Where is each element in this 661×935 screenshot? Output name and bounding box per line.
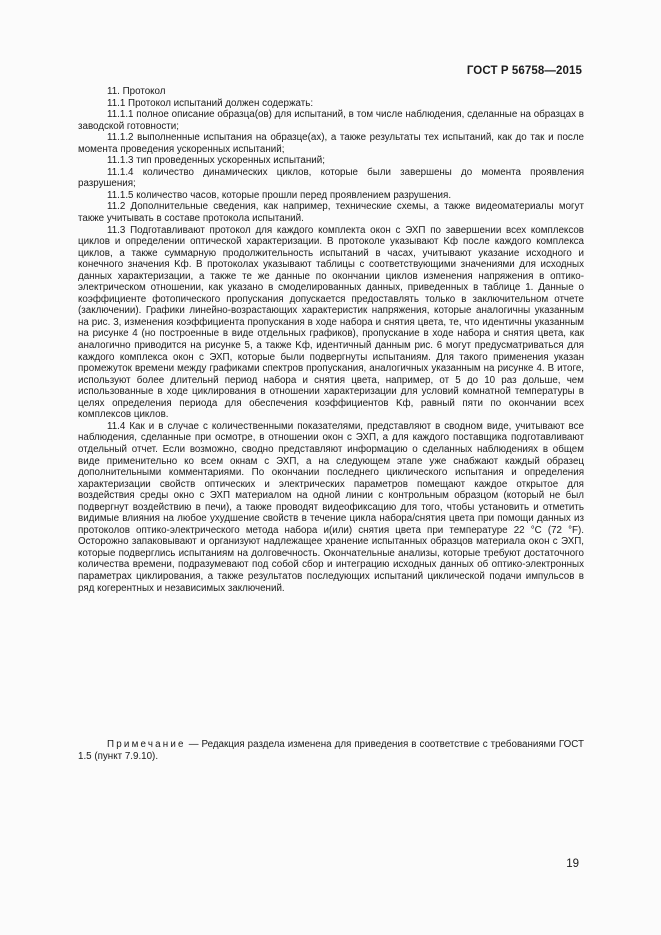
- paragraph-11-1: 11.1 Протокол испытаний должен содержать:: [107, 97, 314, 109]
- section-heading: 11. Протокол: [107, 86, 166, 97]
- note-text: — Редакция раздела изменена для приведения в соответствие с требованиями ГОСТ 1.5 (пункт 7.9.10).: [78, 739, 584, 762]
- document-body: [78, 86, 584, 594]
- paragraph-11-1-2: 11.1.2 выполненные испытания на образце(ах), а также результаты тех испытаний, как до так и после момента проведения ускоренных испытаний;: [78, 132, 584, 155]
- note-lead: Примечание: [107, 739, 186, 750]
- paragraph-11-1-3: 11.1.3 тип проведенных ускоренных испытаний;: [107, 155, 325, 167]
- editorial-note: [78, 739, 584, 762]
- paragraph-11-3: 11.3 Подготавливают протокол для каждого комплекта окон с ЭХП по завершении всех комплексов циклов и определении оптической характеризации. В протоколе указывают Kф после каждого комплекса циклов, а также суммарную продолжительность испытаний в часах, учитывают указание исходного и конечного значения Kф. В протоколах указывают таблицы с соответствующими значениями для исходных данных характеризации, а также те же данные по окончании циклов изменения напряжения в оптико-электрическом отношении, как указано в смоделированных данных, приведенных в таблице 1. Данные о коэффициенте фотопического пропускания допускается предоставлять только в заключительном отчете (заключении). Графики линейно-возрастающих характеристик напряжения, которые аналогичны указанным на рис. 3, изменения коэффициента пропускания в ходе набора и снятия цвета, те, что идентичны указанным на рисунке 4 (но построенные в виде отдельных графиков), пропускание в ходе набора и снятия цвета, как аналогично приводится на рисунке 5, а также Kф, идентичный данным рис. 6 могут предусматриваться для каждого комплекса окон с ЭХП, которые были подвергнуты испытаниям. Для такого применения указан промежуток времени между графиками спектров пропускания, аналогичных указанным на рисунке 4. В итоге, используют более длительнй период набора и снятия цвета, например, от 5 до 10 раз дольше, чем использованные в ходе циклирования в отношении характеризации для условий комнатной температуры в целях определения периода для обеспечения коэффициентов Kф, равный пяти по окончании всех комплексов циклов.: [78, 224, 584, 421]
- page-number: 19: [566, 858, 579, 870]
- paragraph-11-1-5: 11.1.5 количество часов, которые прошли перед проявлением разрушения.: [107, 189, 452, 201]
- paragraph-11-2: 11.2 Дополнительные сведения, как например, технические схемы, а также видеоматериалы могут также учитывать в составе протокола испытаний.: [78, 201, 584, 225]
- paragraph-11-1-4: 11.1.4 количество динамических циклов, которые были завершены до момента проявления разрушения;: [78, 166, 584, 190]
- paragraph-11-4: 11.4 Как и в случае с количественными показателями, представляют в сводном виде, учитывают все наблюдения, сделанные при осмотре, в отношении окон с ЭХП, а для каждого поставщика подготавливают отдельный отчет. Если возможно, сводно представляют информацию о сделанных наблюдениях в общем виде применительно ко всем окнам с ЭХП, а на следующем этапе уже снабжают каждый образец дополнительными комментариями. По окончании последнего циклического испытания и определения характеризации свойств оптических и электрических параметров помещают каждое открытое для воздействия среды окно с ЭХП материалом на одной линии с контрольным образцом (который не был подвергнут воздействию в печи), а также проводят видеофиксацию для того, чтобы установить и отметить видимые влияния на любое ухудшение свойств в течение цикла набора/снятия цвета при помощи данных из протоколов оптико-электрического метода набора и(или) снятия цвета при температуре 22 °С (72 °F). Осторожно запаковывают и организуют надлежащее хранение испытанных образцов материала окон с ЭХП, которые подверглись испытаниям на долговечность. Окончательные анализы, которые требуют достаточного количества времени, подразумевают под собой сбор и интеграцию исходных данных об оптико-электронных параметрах циклирования, а также результатов последующих испытаний циклической подачи импульсов в ряд когерентных и независимых заключений.: [78, 420, 584, 594]
- paragraph-11-1-1: 11.1.1 полное описание образца(ов) для испытаний, в том числе наблюдения, сделанные на образцах в заводской готовности;: [78, 109, 584, 132]
- document-id-header: ГОСТ Р 56758—2015: [466, 65, 582, 77]
- note-paragraph: [78, 739, 584, 762]
